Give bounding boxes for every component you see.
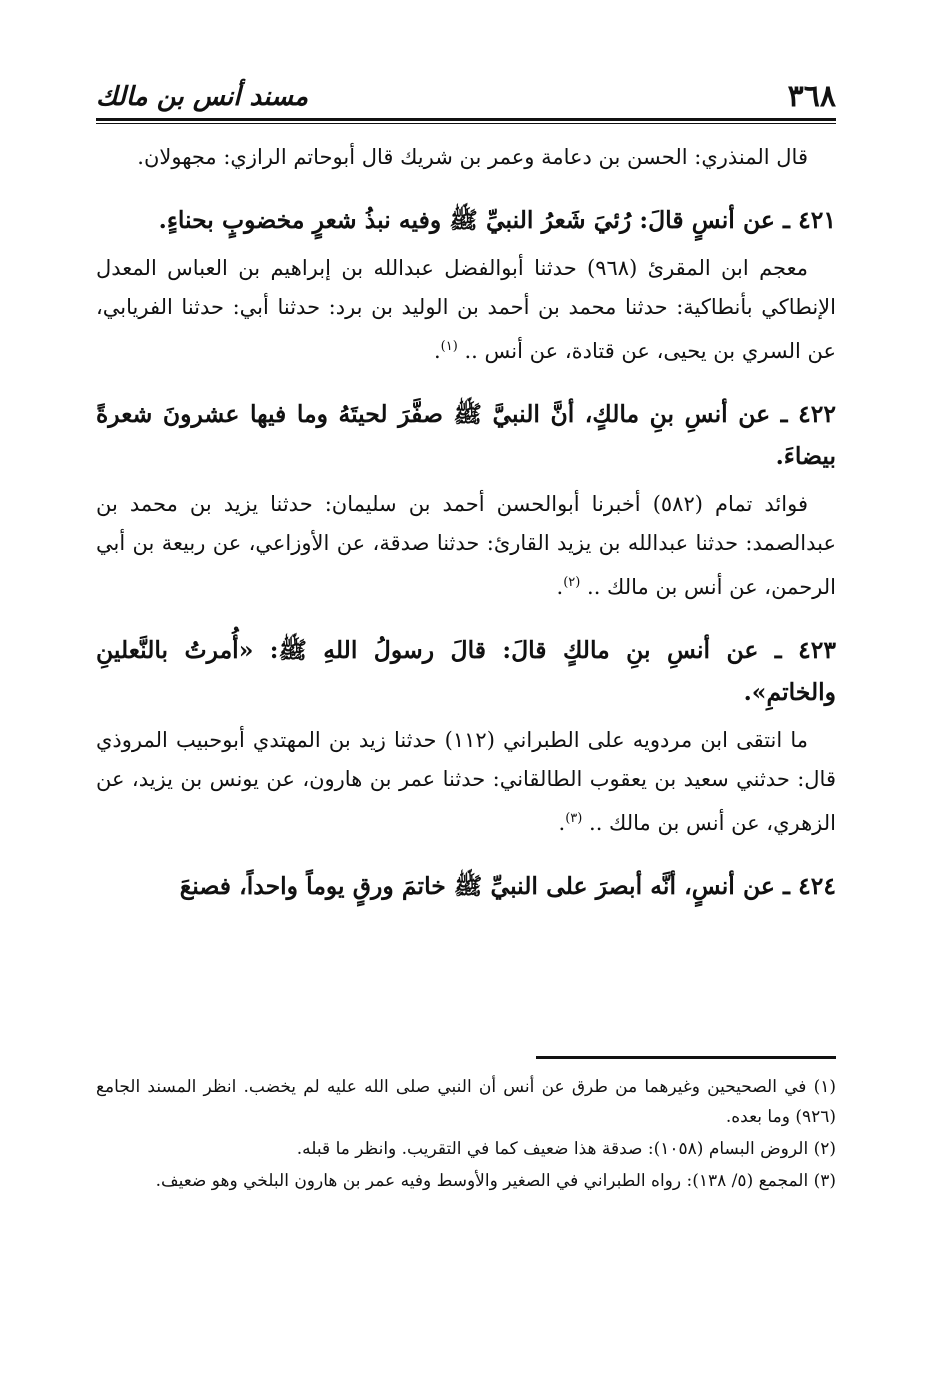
document-page [96, 70, 836, 1191]
hadith-422: ٤٢٢ ـ عن أنسِ بنِ مالكٍ، أنَّ النبيَّ ﷺ صفَّرَ لحيتَهُ وما فيها عشرونَ شعرةً بيضاءَ. [96, 400, 836, 470]
footnote-3: (٣) المجمع (٥/ ١٣٨): رواه الطبراني في الصغير والأوسط وفيه عمر بن هارون البلخي وهو ضعيف. [155, 1171, 836, 1191]
page-header [96, 70, 836, 114]
source-text: معجم ابن المقرئ (٩٦٨) حدثنا أبوالفضل عبدالله بن إبراهيم بن العباس المعدل الإنطاكي بأنطاكية: حدثنا محمد بن أحمد بن الوليد بن برد: حدثنا أبي: حدثنا الفريابي، عن السري بن يحيى، عن قتادة، عن أنس .. [96, 256, 836, 363]
running-title: مسند أنس بن مالك [96, 82, 309, 112]
header-rule-thin [96, 123, 836, 124]
footnote-2: (٢) الروض البسام (١٠٥٨): صدقة هذا ضعيف كما في التقريب. وانظر ما قبله. [296, 1139, 836, 1159]
body-text [96, 138, 836, 907]
source-423: ما انتقى ابن مردويه على الطبراني (١١٢) حدثنا زيد بن المهتدي أبوحبيب المروذي قال: حدثني سعيد بن يعقوب الطالقاني: حدثنا عمر بن هارون، عن يونس بن يزيد، عن الزهري، عن أنس بن مالك .. $^{(٣)}$. [96, 728, 836, 835]
source-text: فوائد تمام (٥٨٢) أخبرنا أبوالحسن أحمد بن سليمان: حدثنا يزيد بن محمد بن عبدالصمد: حدثنا عبدالله بن يزيد القارئ: حدثنا صدقة، عن الأوزاعي، عن ربيعة بن أبي الرحمن، عن أنس بن مالك .. [96, 492, 836, 599]
hadith-421: ٤٢١ ـ عن أنسٍ قالَ: رُئيَ شَعرُ النبيِّ ﷺ وفيه نبذُ شعرٍ مخضوبٍ بحناءٍ. [158, 206, 836, 234]
hadith-424: ٤٢٤ ـ عن أنسٍ، أنَّه أبصرَ على النبيِّ ﷺ خاتمَ ورقٍ يوماً واحداً، فصنعَ [179, 872, 836, 900]
source-421: معجم ابن المقرئ (٩٦٨) حدثنا أبوالفضل عبدالله بن إبراهيم بن العباس المعدل الإنطاكي بأنطاكية: حدثنا محمد بن أحمد بن الوليد بن برد: حدثنا أبي: حدثنا الفريابي، عن السري بن يحيى، عن قتادة، عن أنس .. $^{(١)}$. [96, 256, 836, 363]
footnote-1: (١) في الصحيحين وغيرهما من طرق عن أنس أن النبي صلى الله عليه لم يخضب. انظر المسند الجامع (٩٢٦) وما بعده. [96, 1077, 836, 1127]
source-text: ما انتقى ابن مردويه على الطبراني (١١٢) حدثنا زيد بن المهتدي أبوحبيب المروذي قال: حدثني سعيد بن يعقوب الطالقاني: حدثنا عمر بن هارون، عن يونس بن يزيد، عن الزهري، عن أنس بن مالك .. [96, 728, 836, 835]
hadith-423: ٤٢٣ ـ عن أنسِ بنِ مالكٍ قالَ: قالَ رسولُ اللهِ ﷺ: «أُمرتُ بالنَّعلينِ والخاتمِ». [96, 636, 836, 706]
footnotes [96, 1072, 836, 1198]
page-number: ٣٦٨ [787, 79, 836, 114]
header-rule [96, 118, 836, 121]
footnote-ref: (٢) [563, 575, 581, 590]
source-422: فوائد تمام (٥٨٢) أخبرنا أبوالحسن أحمد بن سليمان: حدثنا يزيد بن محمد بن عبدالصمد: حدثنا عبدالله بن يزيد القارئ: حدثنا صدقة، عن الأوزاعي، عن ربيعة بن أبي الرحمن، عن أنس بن مالك .. $^{(٢)}$. [96, 492, 836, 599]
footnote-ref: (١) [440, 339, 458, 354]
footnote-ref: (٣) [565, 811, 583, 826]
footnote-separator [536, 1056, 836, 1059]
intro-paragraph: قال المنذري: الحسن بن دعامة وعمر بن شريك قال أبوحاتم الرازي: مجهولان. [137, 145, 808, 169]
